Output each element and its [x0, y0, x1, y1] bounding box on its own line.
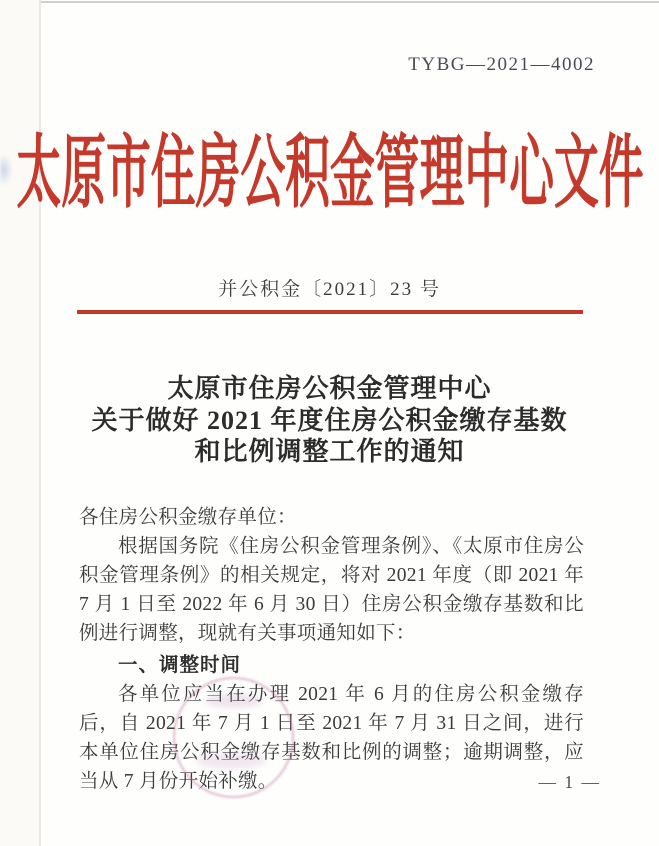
body-paragraph: 各单位应当在办理 2021 年 6 月的住房公积金缴存后，自 2021 年 7 月 1 日至 2021 年 7 月 31 日之间，进行本单位住房公积金缴存基数和比例的调整；逾期调整，应当从 7 月份开始补缴。: [79, 684, 584, 792]
document-title-line-2: 关于做好 2021 年度住房公积金缴存基数: [91, 405, 568, 435]
red-letterhead: [0, 129, 659, 219]
seal-bleedthrough-mark: [205, 694, 263, 708]
scan-top-edge-line: [0, 1, 659, 3]
document-body: [79, 503, 584, 796]
body-paragraph: 根据国务院《住房公积金管理条例》、《太原市住房公积金管理条例》的相关规定，将对 2021 年度（即 2021 年 7 月 1 日至 2022 年 6 月 30 日）住房公积金缴存基数和比例进行调整，现就有关事项通知如下：: [79, 536, 584, 644]
document-title: [0, 373, 659, 468]
agency-letterhead-title: 太原市住房公积金管理中心文件: [15, 130, 644, 218]
salutation: 各住房公积金缴存单位：: [79, 507, 297, 528]
document-title-line-1: 太原市住房公积金管理中心: [167, 374, 492, 403]
document-reference-number: 并公积金〔2021〕23 号: [218, 279, 441, 300]
document-title-line-3: 和比例调整工作的通知: [194, 437, 465, 466]
red-divider-rule: [77, 310, 583, 314]
document-code: TYBG—2021—4002: [408, 54, 595, 75]
page-number: — 1 —: [538, 772, 601, 792]
section-heading: 一、调整时间: [118, 654, 242, 676]
seal-bleedthrough-mark: [196, 753, 266, 769]
